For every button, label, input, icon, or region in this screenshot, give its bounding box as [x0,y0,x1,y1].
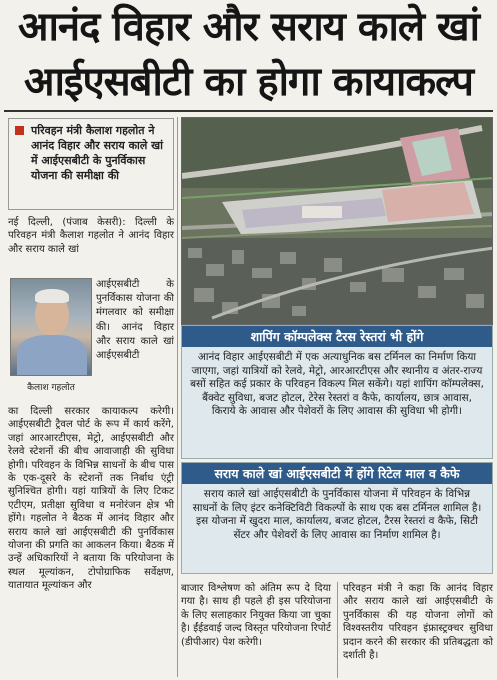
minister-photo [10,278,92,376]
photo-hair [35,289,69,303]
box2-title: सराय काले खां आईएसबीटी में होंगे रिटेल माल व कैफे [182,463,492,484]
headline-line-2: आईएसबीटी का होगा कायाकल्प [24,59,473,105]
headline-rule [4,110,493,112]
bullet-marker [15,126,24,135]
box-sarai-kale-khan [181,462,493,574]
aerial-illustration [182,118,493,325]
box1-title: शापिंग कॉम्पलेक्स टैरस रेस्तरां भी होंगे [182,326,492,347]
aerial-rendering-image [181,117,493,325]
article-wrap-text: आईएसबीटी के पुनर्विकास योजना की मंगलवार को समीक्षा की। आनंद विहार और सराय काले खां आईएसबीटी [96,279,174,362]
article-column-3: परिवहन मंत्री ने कहा कि आनंद विहार और सराय काले खां आईएसबीटी के पुनर्विकास की यह योजना लोगों को विश्वस्तरीय परिवहन इंफ्रास्ट्रक्चर सुविधा प्रदान करने की सरकार की प्रतिबद्धता को दर्शाती है। [343,583,493,662]
article-column-2: बाजार विश्लेषण को अंतिम रूप दे दिया गया है। साथ ही पहले ही इस परियोजना के लिए सलाहकार नियुक्त किया जा चुका है। ईंईडवाई जल्द विस्तृत परियोजना रिपोर्ट (डीपीआर) पेश करेगी। [181,583,332,648]
photo-caption: कैलाश गहलोत [27,383,75,393]
box2-text: सराय काले खां आईएसबीटी के पुनर्विकास योजना में परिवहन के विभिन्न साधनों के लिए इंटर कनेक्टिविटी विकल्पों के साथ एक बस टर्मिनल शामिल है। इस योजना में खुदरा माल, कार्यालय, बजट होटल, टैरस रेस्तरां व कैफे, सिटी सेंटर और पेशेवरों के लिए आवास का निर्माण शामिल है। [192,488,482,541]
summary-box [8,118,174,210]
column-divider [177,117,178,677]
article-intro: नई दिल्ली, (पंजाब केसरी): दिल्ली के परिवहन मंत्री कैलाश गहलोत ने आनंद विहार और सराय काले खां [8,217,174,255]
headline-line-1: आनंद विहार और सराय काले खां [17,4,480,50]
photo-shirt [17,335,87,376]
column-divider-2 [337,582,338,678]
box1-text: आनंद विहार आईएसबीटी में एक अत्याधुनिक बस टर्मिनल का निर्माण किया जाएगा, जहां यात्रियों को रेलवे, मेट्रो, आरआरटीएस और स्थानीय व अंतर-राज्य बसों सहित कई प्रकार के परिवहन विकल्प मिल सकेंगे। यहां शापिंग कॉम्पलेक्स, बैंक्वेट सुविधा, बजट होटल, टेरेस रेस्तरां व कैफे, कार्यालय, छात्र आवास, किराये के आवास और पेशेवरों के लिए आवास की सुविधा भी होगी। [190,351,484,418]
summary-text: परिवहन मंत्री कैलाश गहलोत ने आनंद विहार और सराय काले खां में आईएसबीटी के पुनर्विकास योजना की समीक्षा की [31,124,164,182]
box-shopping-complex [181,325,493,459]
article-column-1: का दिल्ली सरकार कायाकल्प करेगी। आईएसबीटी ट्रैवल पोर्ट के रूप में कार्य करेंगे, जहां आरआरटीएस, मेट्रो, आईएसबीटी और रेलवे स्टेशनों की बीच आवाजाही की सुविधा होगी। परिवहन के विभिन्न साधनों के बीच पास के एक-दूसरे के स्टेशनों तक निर्बाध एंट्री सुनिश्चित होगी। यहां यात्रियों के लिए टिकट एटीएम, प्रतीक्षा सुविधा व मनोरंजन क्षेत्र भी होंगे। गहलोत ने बैठक में आनंद विहार और सराय काले खां आईएसबीटी की पुनर्विकास योजना की प्रगति का आकलन किया। बैठक में उन्हें अधिकारियों ने बताया कि परियोजना के स्थल मूल्यांकन, टोपोग्राफिक सर्वेक्षण, यातायात मूल्यांकन और [8,406,174,592]
